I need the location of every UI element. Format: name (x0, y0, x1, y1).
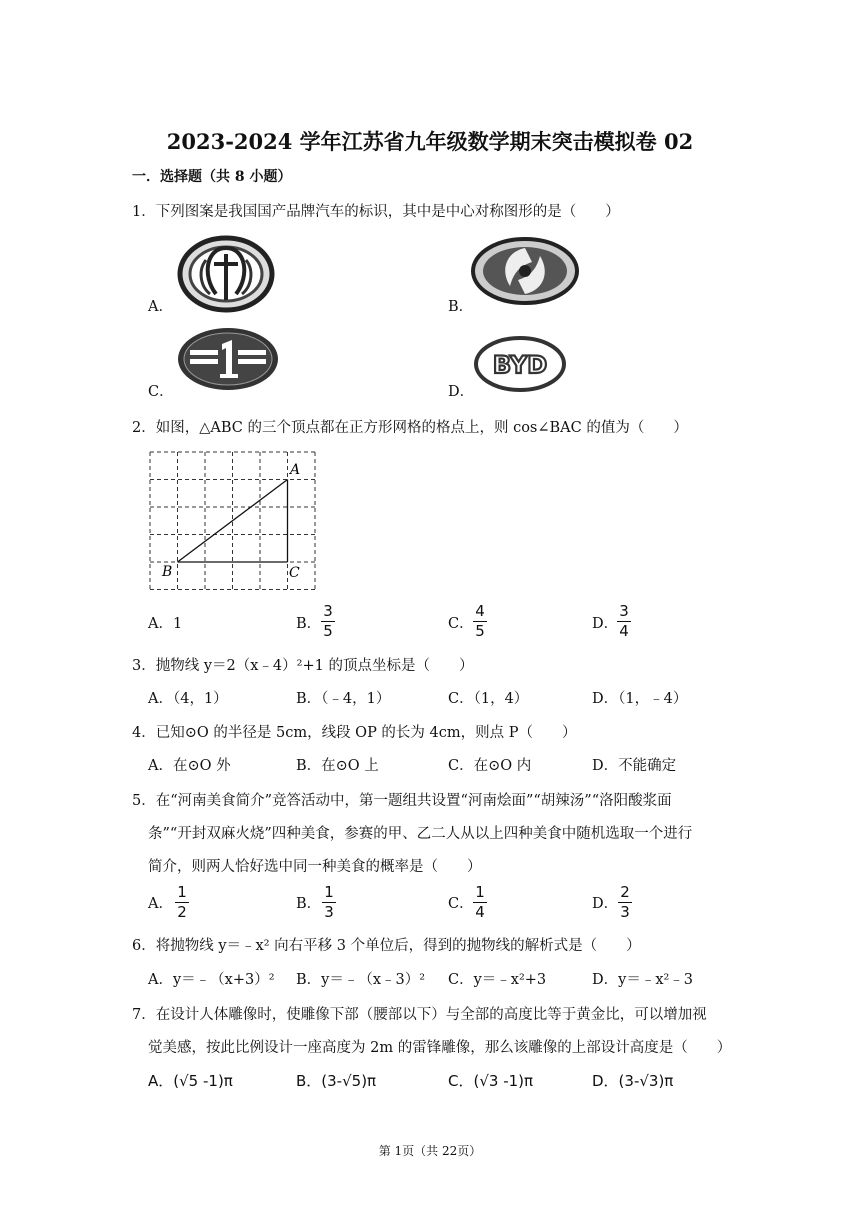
q1-option-d-label: D． (448, 384, 475, 400)
q7-option-d: D．(3-√3)π (592, 1072, 674, 1090)
q6-option-c: C．y＝﹣x²+3 (448, 972, 547, 988)
q6-option-a: A．y＝﹣（x+3）² (148, 972, 275, 988)
q2-grid-figure (146, 448, 322, 594)
q5-option-a-label: A． (148, 896, 173, 912)
q5-option-b-label: B． (296, 896, 322, 912)
q3-option-a: A．（4，1） (148, 691, 228, 707)
question-1-stem: 1．下列图案是我国国产品牌汽车的标识，其中是中心对称图形的是（ ） (132, 204, 620, 220)
q6-option-d: D．y＝﹣x²﹣3 (592, 972, 694, 988)
q1-option-b-label: B． (448, 299, 474, 315)
q3-option-d: D．（1，﹣4） (592, 691, 688, 707)
q1-option-c-label: C． (148, 384, 174, 400)
q2-option-d-label: D． (592, 616, 619, 632)
car-logo-d-icon (474, 336, 566, 392)
q7-option-b: B．(3-√5)π (296, 1072, 377, 1090)
car-logo-c-icon (176, 326, 280, 392)
q2-option-b-label: B． (296, 616, 322, 632)
question-2-stem: 2．如图，△ABC 的三个顶点都在正方形网格的格点上，则 cos∠BAC 的值为（ ） (132, 420, 688, 436)
vertex-b-label: B (162, 564, 173, 580)
q4-option-b: B．在⊙O 上 (296, 758, 379, 774)
q7-option-c: C．(√3 -1)π (448, 1072, 534, 1090)
q5-option-d-label: D． (592, 896, 619, 912)
question-7-line-1: 7．在设计人体雕像时，使雕像下部（腰部以下）与全部的高度比等于黄金比，可以增加视 (132, 1007, 707, 1023)
q2-option-b-fraction: 3 5 (321, 603, 335, 640)
q1-option-a-label: A． (148, 299, 173, 315)
question-5-line-1: 5．在“河南美食简介”竞答活动中，第一题组共设置“河南烩面”“胡辣汤”“洛阳酸浆面 (132, 793, 672, 809)
page-footer: 第 1页（共 22页） (378, 1144, 482, 1158)
question-7-line-2: 觉美感，按此比例设计一座高度为 2m 的雷锋雕像，那么该雕像的上部设计高度是（ ） (148, 1040, 732, 1056)
q5-option-c-label: C． (448, 896, 474, 912)
q4-option-d: D．不能确定 (592, 758, 677, 774)
q5-option-c-fraction: 1 4 (473, 884, 487, 921)
page-title: 2023-2024 学年江苏省九年级数学期末突击模拟卷 02 (166, 129, 694, 154)
question-5-line-3: 简介，则两人恰好选中同一种美食的概率是（ ） (148, 859, 482, 875)
q5-option-b-fraction: 1 3 (322, 884, 336, 921)
q6-option-b: B．y＝﹣（x﹣3）² (296, 972, 426, 988)
vertex-a-label: A (290, 462, 301, 478)
logo-d-text: BYD (492, 351, 548, 379)
q7-option-a: A．(√5 -1)π (148, 1072, 233, 1090)
q2-option-c-fraction: 4 5 (473, 603, 487, 640)
q4-option-c: C．在⊙O 内 (448, 758, 532, 774)
car-logo-b-icon (470, 236, 580, 306)
q3-option-b: B．（﹣4，1） (296, 691, 391, 707)
q2-option-a: A．1 (148, 616, 183, 632)
car-logo-a-icon (176, 234, 276, 314)
q3-option-c: C．（1，4） (448, 691, 529, 707)
vertex-c-label: C (289, 565, 300, 581)
question-4-stem: 4．已知⊙O 的半径是 5cm，线段 OP 的长为 4cm，则点 P（ ） (132, 725, 577, 741)
question-3-stem: 3．抛物线 y＝2（x﹣4）²+1 的顶点坐标是（ ） (132, 658, 474, 674)
q5-option-d-fraction: 2 3 (618, 884, 632, 921)
q4-option-a: A．在⊙O 外 (148, 758, 231, 774)
q2-option-d-fraction: 3 4 (617, 603, 631, 640)
section-heading: 一．选择题（共 8 小题） (132, 169, 292, 185)
q5-option-a-fraction: 1 2 (175, 884, 189, 921)
q2-option-c-label: C． (448, 616, 474, 632)
question-6-stem: 6．将抛物线 y＝﹣x² 向右平移 3 个单位后，得到的抛物线的解析式是（ ） (132, 938, 641, 954)
question-5-line-2: 条”“开封双麻火烧”四种美食，参赛的甲、乙二人从以上四种美食中随机选取一个进行 (148, 826, 693, 842)
